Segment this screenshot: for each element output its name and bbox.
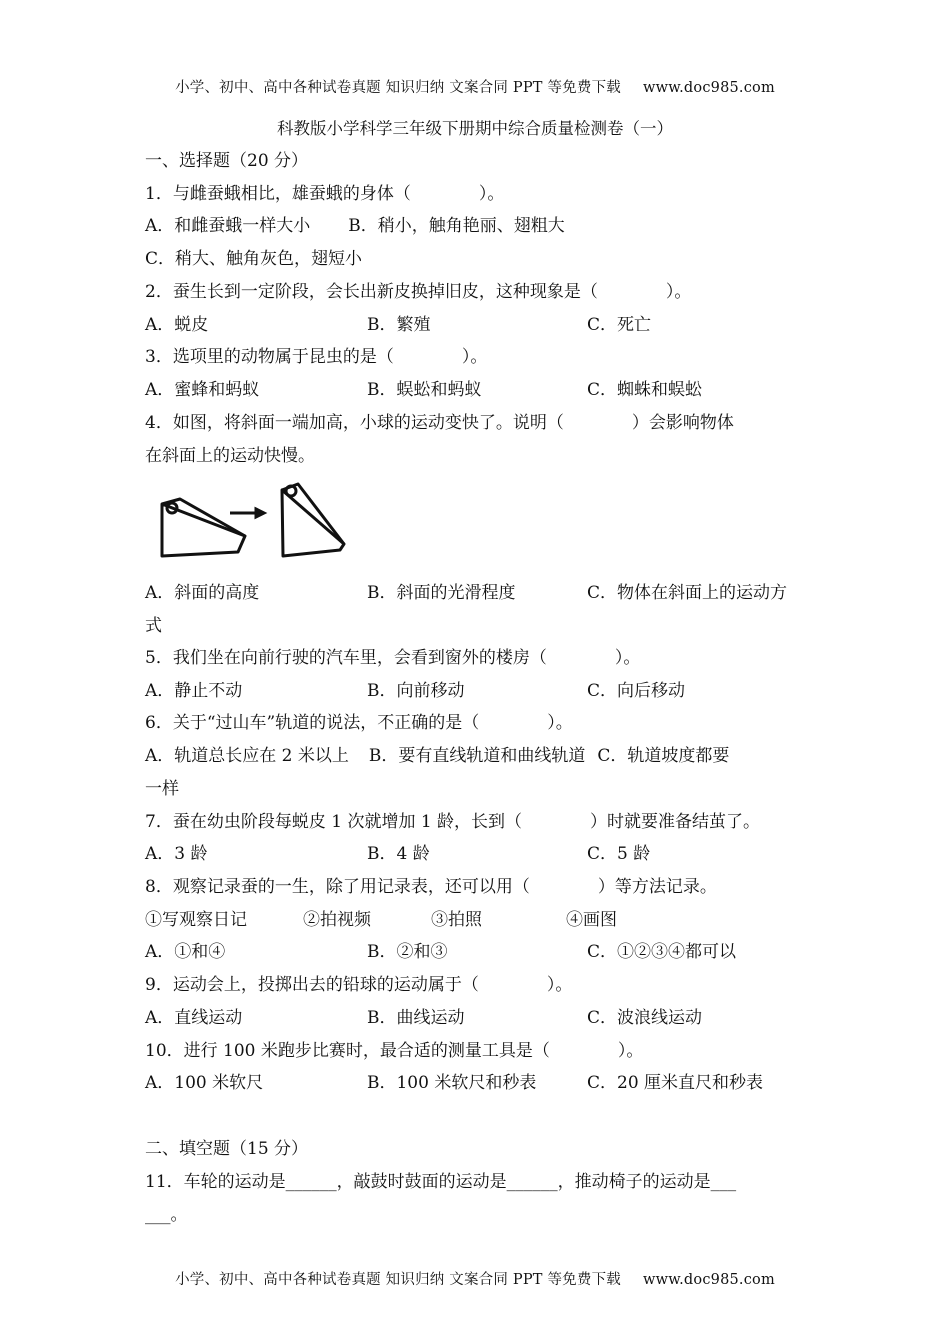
q2-option-b: B．繁殖 [367, 315, 431, 335]
q5-option-b: B．向前移动 [367, 681, 465, 701]
q6-option-c-wrap: 一样 [145, 779, 179, 799]
q6-option-a: A．轨道总长应在 2 米以上 [145, 746, 349, 766]
slope-figure [150, 474, 360, 564]
arrow-icon [230, 509, 264, 517]
page-header [0, 76, 950, 97]
q3-option-b: B．蜈蚣和蚂蚁 [367, 380, 482, 400]
q10-options [145, 1072, 825, 1094]
q2-stem: 2．蚕生长到一定阶段，会长出新皮换掉旧皮，这种现象是（ ）。 [145, 282, 692, 302]
q8-option-a: A．①和④ [145, 942, 226, 962]
high-slope [282, 484, 344, 556]
q7-option-c: C．5 龄 [587, 844, 651, 864]
q8-stem: 8．观察记录蚕的一生，除了用记录表，还可以用（ ）等方法记录。 [145, 877, 717, 897]
q8-method-4: ④画图 [566, 910, 617, 930]
q10-option-c: C．20 厘米直尺和秒表 [587, 1073, 764, 1093]
q6-option-b: B．要有直线轨道和曲线轨道 [368, 746, 586, 766]
header-text: 小学、初中、高中各种试卷真题 知识归纳 文案合同 PPT 等免费下载 [175, 80, 621, 96]
q10-stem: 10．进行 100 米跑步比赛时，最合适的测量工具是（ ）。 [145, 1041, 644, 1061]
q4-stem-line1: 4．如图，将斜面一端加高，小球的运动变快了。说明（ ）会影响物体 [145, 413, 734, 433]
q11-stem: 11．车轮的运动是______，敲鼓时鼓面的运动是______，推动椅子的运动是___ [145, 1172, 737, 1192]
q8-methods [145, 909, 617, 931]
section-choice-heading: 一、选择题（20 分） [145, 151, 309, 171]
low-slope [162, 499, 245, 556]
q10-option-b: B．100 米软尺和秒表 [367, 1073, 537, 1093]
q7-option-b: B．4 龄 [367, 844, 430, 864]
q7-option-a: A．3 龄 [145, 844, 208, 864]
q10-option-a: A．100 米软尺 [145, 1073, 264, 1093]
q9-option-b: B．曲线运动 [367, 1008, 465, 1028]
q7-stem: 7．蚕在幼虫阶段每蜕皮 1 次就增加 1 龄，长到（ ）时就要准备结茧了。 [145, 812, 761, 832]
q3-stem: 3．选项里的动物属于昆虫的是（ ）。 [145, 347, 488, 367]
q2-option-c: C．死亡 [587, 315, 652, 335]
q5-options [145, 680, 825, 702]
q4-option-c: C．物体在斜面上的运动方 [587, 583, 788, 603]
q4-option-b: B．斜面的光滑程度 [367, 583, 516, 603]
q8-options [145, 941, 825, 963]
section-fill-heading: 二、填空题（15 分） [145, 1139, 309, 1159]
q4-options [145, 582, 825, 604]
header-url[interactable]: www.doc985.com [642, 80, 775, 96]
q8-method-1: ①写观察日记 [145, 910, 247, 930]
q4-stem-line2: 在斜面上的运动快慢。 [145, 446, 315, 466]
q7-options [145, 843, 825, 865]
q9-option-c: C．波浪线运动 [587, 1008, 703, 1028]
exam-title: 科教版小学科学三年级下册期中综合质量检测卷（一） [277, 119, 673, 138]
q8-option-b: B．②和③ [367, 942, 448, 962]
footer-url[interactable]: www.doc985.com [642, 1272, 775, 1288]
q9-option-a: A．直线运动 [145, 1008, 243, 1028]
q1-option-b: B．稍小，触角艳丽、翅粗大 [348, 216, 565, 236]
q8-method-2: ②拍视频 [303, 910, 371, 930]
q6-option-c: C．轨道坡度都要 [597, 746, 730, 766]
q8-option-c: C．①②③④都可以 [587, 942, 737, 962]
q11-stem-wrap: ___。 [145, 1205, 188, 1225]
q1-stem: 1．与雌蚕蛾相比，雄蚕蛾的身体（ ）。 [145, 184, 505, 204]
q6-options [145, 745, 729, 767]
q5-option-a: A．静止不动 [145, 681, 243, 701]
q3-option-c: C．蜘蛛和蜈蚣 [587, 380, 703, 400]
q5-stem: 5．我们坐在向前行驶的汽车里，会看到窗外的楼房（ ）。 [145, 648, 641, 668]
q1-options-ab [145, 215, 565, 237]
q9-stem: 9．运动会上，投掷出去的铅球的运动属于（ ）。 [145, 975, 573, 995]
q6-stem: 6．关于“过山车”轨道的说法，不正确的是（ ）。 [145, 713, 573, 733]
q3-options [145, 379, 825, 401]
q1-option-a: A．和雌蚕蛾一样大小 [145, 216, 311, 236]
q3-option-a: A．蜜蜂和蚂蚁 [145, 380, 260, 400]
q4-option-a: A．斜面的高度 [145, 583, 260, 603]
footer-text: 小学、初中、高中各种试卷真题 知识归纳 文案合同 PPT 等免费下载 [175, 1272, 621, 1288]
q2-options [145, 314, 825, 336]
page-footer [0, 1268, 950, 1289]
q2-option-a: A．蜕皮 [145, 315, 209, 335]
q5-option-c: C．向后移动 [587, 681, 686, 701]
q4-option-c-wrap: 式 [145, 616, 162, 636]
q1-option-c: C．稍大、触角灰色，翅短小 [145, 249, 363, 269]
q8-method-3: ③拍照 [431, 910, 482, 930]
q9-options [145, 1007, 825, 1029]
